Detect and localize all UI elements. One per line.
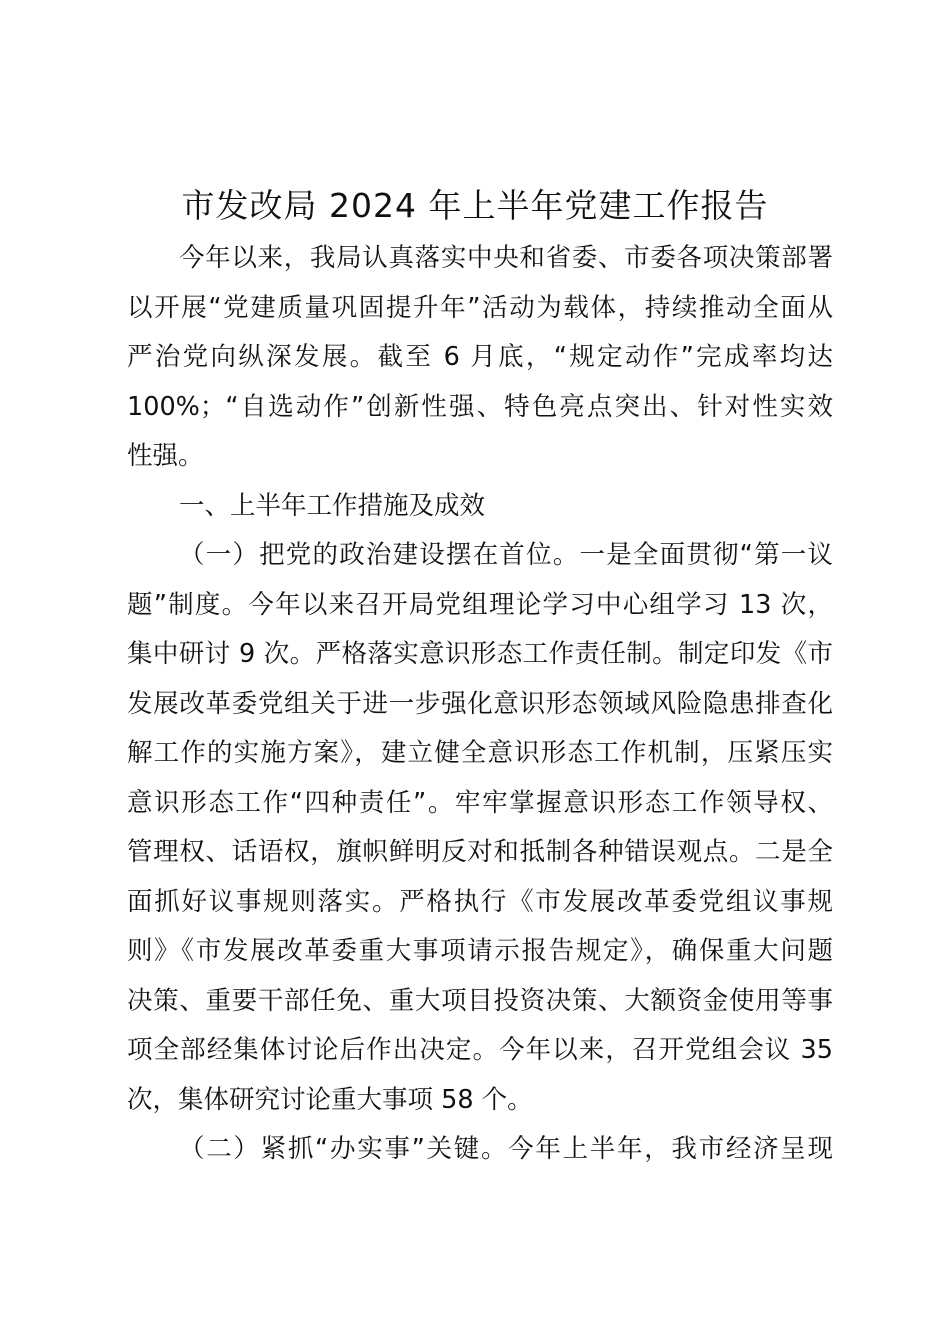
section-heading: 一、上半年工作措施及成效: [179, 490, 486, 521]
paragraph-line: 严治党向纵深发展。截至 6 月底，“规定动作”完成率均达: [127, 342, 833, 372]
paragraph-line: 性强。: [127, 441, 204, 471]
paragraph-line: （二）紧抓“办实事”关键。今年上半年，我市经济呈现: [179, 1134, 833, 1164]
paragraph-line: 面抓好议事规则落实。严格执行《市发展改革委党组议事规: [127, 886, 833, 917]
paragraph-line: （一）把党的政治建设摆在首位。一是全面贯彻“第一议: [179, 540, 833, 570]
paragraph-line: 意识形态工作“四种责任”。牢牢掌握意识形态工作领导权、: [127, 787, 833, 818]
paragraph-line: 100%；“自选动作”创新性强、特色亮点突出、针对性实效: [127, 391, 833, 422]
paragraph-line: 发展改革委党组关于进一步强化意识形态领域风险隐患排查化: [127, 688, 833, 719]
paragraph-line: 以开展“党建质量巩固提升年”活动为载体，持续推动全面从: [127, 292, 833, 323]
paragraph-line: 次，集体研究讨论重大事项 58 个。: [127, 1084, 533, 1115]
paragraph-line: 题”制度。今年以来召开局党组理论学习中心组学习 13 次，: [127, 589, 833, 620]
paragraph-line: 决策、重要干部任免、重大项目投资决策、大额资金使用等事: [127, 985, 833, 1016]
paragraph-line: 则》《市发展改革委重大事项请示报告规定》，确保重大问题: [127, 936, 833, 966]
document-title: 市发改局 2024 年上半年党建工作报告: [181, 186, 769, 225]
paragraph-line: 集中研讨 9 次。严格落实意识形态工作责任制。制定印发《市: [127, 639, 833, 669]
paragraph-line: 解工作的实施方案》，建立健全意识形态工作机制，压紧压实: [127, 738, 833, 768]
document-body: [127, 234, 833, 1175]
paragraph-line: 项全部经集体讨论后作出决定。今年以来，召开党组会议 35: [127, 1035, 833, 1065]
paragraph-line: 今年以来，我局认真落实中央和省委、市委各项决策部署: [179, 243, 833, 273]
paragraph-line: 管理权、话语权，旗帜鲜明反对和抵制各种错误观点。二是全: [127, 837, 833, 867]
